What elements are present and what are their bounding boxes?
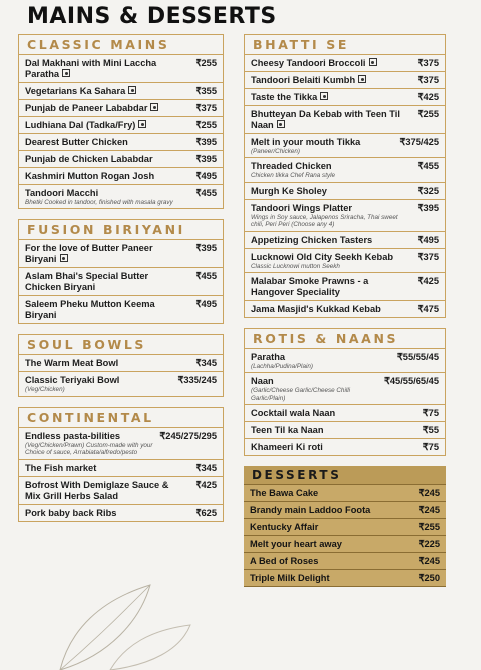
item-name xyxy=(251,186,327,197)
veg-mark-icon xyxy=(369,58,377,66)
menu-item xyxy=(245,422,445,439)
item-name xyxy=(25,103,158,114)
menu-item xyxy=(245,200,445,232)
menu-item xyxy=(245,72,445,89)
menu-item xyxy=(245,273,445,301)
item-name-text: Murgh Ke Sholey xyxy=(251,185,327,196)
menu-item xyxy=(245,89,445,106)
item-name-text: The Warm Meat Bowl xyxy=(25,358,119,369)
item-price: ₹245 xyxy=(418,505,440,516)
item-name-text: Tandoori Wings Platter xyxy=(251,202,352,213)
item-price: ₹55 xyxy=(422,425,439,436)
item-name-text: Naan xyxy=(251,376,274,387)
item-price: ₹345 xyxy=(195,462,217,473)
item-price: ₹245/275/295 xyxy=(159,430,217,441)
item-name xyxy=(25,58,175,80)
section-title: BHATTI SE xyxy=(245,35,445,55)
menu-item xyxy=(244,536,446,553)
item-name xyxy=(251,109,401,131)
menu-item xyxy=(19,151,223,168)
item-price: ₹395 xyxy=(195,243,217,254)
item-price: ₹395 xyxy=(195,137,217,147)
item-price: ₹375 xyxy=(417,251,439,262)
menu-item xyxy=(245,183,445,200)
left-column xyxy=(18,34,224,532)
veg-mark-icon xyxy=(128,86,136,94)
menu-item xyxy=(245,55,445,72)
item-name xyxy=(25,120,146,131)
item-price: ₹255 xyxy=(195,120,217,130)
item-name-text: Jama Masjid's Kukkad Kebab xyxy=(251,304,381,315)
item-price: ₹255 xyxy=(195,58,217,68)
menu-item xyxy=(245,106,445,134)
item-name xyxy=(25,508,116,519)
item-name xyxy=(250,539,342,550)
menu-item xyxy=(245,232,445,249)
item-name xyxy=(251,58,377,69)
item-price: ₹345 xyxy=(195,358,217,369)
item-description: (Veg/Chicken/Prawn) Custom-made with your Choice of sauce, Arrabiata/alfredo/pesto xyxy=(25,441,153,457)
item-name-text: For the love of Butter Paneer Biryani xyxy=(25,243,153,265)
item-name xyxy=(251,203,401,229)
item-price: ₹625 xyxy=(195,507,217,518)
menu-item xyxy=(19,55,223,83)
menu-item xyxy=(19,477,223,505)
item-name xyxy=(25,154,153,165)
item-price: ₹425 xyxy=(417,276,439,287)
item-name xyxy=(250,573,330,584)
item-price: ₹495 xyxy=(417,234,439,245)
right-column xyxy=(244,34,446,597)
menu-item xyxy=(19,268,223,296)
item-price: ₹495 xyxy=(195,299,217,310)
item-name-text: The Fish market xyxy=(25,462,97,473)
item-price: ₹335/245 xyxy=(177,375,217,386)
item-name xyxy=(251,376,380,402)
item-name-text: Tandoori Macchi xyxy=(25,188,99,198)
item-price: ₹55/55/45 xyxy=(396,352,439,363)
veg-mark-icon xyxy=(62,69,70,77)
item-price: ₹225 xyxy=(418,539,440,550)
item-name-text: Triple Milk Delight xyxy=(250,573,330,584)
item-name xyxy=(251,304,381,315)
item-price: ₹45/55/65/45 xyxy=(383,376,439,387)
menu-section-fusion-biriyani xyxy=(18,219,224,324)
item-name xyxy=(251,161,335,179)
menu-section-rotis-naans xyxy=(244,328,446,456)
item-name-text: Cheesy Tandoori Broccoli xyxy=(251,58,366,68)
section-title: ROTIS & NAANS xyxy=(245,329,445,349)
item-name-text: Bhutteyan Da Kebab with Teen Til Naan xyxy=(251,109,400,130)
item-description: Chicken tikka Chef Rana style xyxy=(251,172,335,180)
menu-item xyxy=(19,168,223,185)
veg-mark-icon xyxy=(150,103,158,111)
menu-item xyxy=(245,301,445,318)
menu-item xyxy=(244,570,446,587)
item-description: Classic Lucknowi mutton Seekh xyxy=(251,262,340,270)
item-name xyxy=(25,375,119,393)
item-price: ₹475 xyxy=(417,304,439,315)
menu-item xyxy=(244,519,446,536)
item-name xyxy=(251,137,360,155)
item-name-text: Lucknowi Old City Seekh Kebab xyxy=(251,251,394,262)
menu-item xyxy=(245,405,445,422)
veg-mark-icon xyxy=(358,75,366,83)
item-price: ₹395 xyxy=(195,154,217,164)
item-name xyxy=(25,171,154,182)
veg-mark-icon xyxy=(138,120,146,128)
item-name xyxy=(250,556,318,567)
item-description: (Lachha/Pudina/Plain) xyxy=(251,363,313,371)
menu-item xyxy=(19,83,223,100)
item-price: ₹255 xyxy=(417,109,439,119)
item-name-text: Kentucky Affair xyxy=(250,522,319,533)
section-title: CLASSIC MAINS xyxy=(19,35,223,55)
item-name xyxy=(25,480,175,502)
menu-section-soul-bowls xyxy=(18,334,224,396)
menu-item xyxy=(19,117,223,134)
menu-item xyxy=(245,349,445,373)
item-name xyxy=(25,299,175,321)
menu-section-continental xyxy=(18,407,224,522)
item-name xyxy=(25,431,155,457)
item-name xyxy=(251,425,324,436)
item-name-text: Pork baby back Ribs xyxy=(25,507,117,518)
item-price: ₹375/425 xyxy=(399,137,439,147)
menu-item xyxy=(244,502,446,519)
item-price: ₹425 xyxy=(195,479,217,490)
item-price: ₹255 xyxy=(418,522,440,533)
menu-item xyxy=(245,158,445,182)
menu-item xyxy=(19,428,223,460)
item-name-text: Kashmiri Mutton Rogan Josh xyxy=(25,171,155,181)
item-name xyxy=(251,442,323,453)
menu-item xyxy=(19,185,223,209)
page-title: MAINS & DESSERTS xyxy=(27,4,277,29)
item-price: ₹375 xyxy=(417,58,439,68)
menu-item xyxy=(244,553,446,570)
item-name-text: Teen Til ka Naan xyxy=(251,425,324,436)
item-name xyxy=(25,86,136,97)
item-name-text: A Bed of Roses xyxy=(250,556,319,567)
item-price: ₹250 xyxy=(418,573,440,584)
item-description: (Paneer/Chicken) xyxy=(251,148,300,155)
item-name xyxy=(25,358,118,369)
item-name-text: Ludhiana Dal (Tadka/Fry) xyxy=(25,120,136,130)
item-name-text: Tandoori Belaiti Kumbh xyxy=(251,75,356,85)
item-name xyxy=(251,92,328,103)
item-name-text: Bofrost With Demiglaze Sauce & Mix Grill Herbs Salad xyxy=(25,479,169,501)
section-title: SOUL BOWLS xyxy=(19,335,223,355)
menu-section-classic-mains xyxy=(18,34,224,209)
section-title: CONTINENTAL xyxy=(19,408,223,428)
item-name xyxy=(25,137,128,148)
menu-item xyxy=(19,100,223,117)
menu-item xyxy=(245,373,445,405)
item-price: ₹325 xyxy=(417,185,439,196)
menu-section-desserts xyxy=(244,466,446,587)
menu-item xyxy=(19,355,223,372)
item-description: Bhetki Cooked in tandoor, finished with masala gravy xyxy=(25,199,173,206)
item-name xyxy=(250,488,318,499)
leaf-decoration-icon xyxy=(40,560,200,670)
menu-item xyxy=(19,296,223,324)
item-name-text: Melt in your mouth Tikka xyxy=(251,137,361,147)
menu-item xyxy=(19,240,223,268)
item-name-text: Classic Teriyaki Bowl xyxy=(25,375,120,386)
item-name-text: Endless pasta-bilities xyxy=(25,430,121,441)
item-price: ₹425 xyxy=(417,92,439,102)
item-name xyxy=(251,75,366,86)
item-name xyxy=(251,352,313,370)
item-name xyxy=(251,276,401,298)
item-name xyxy=(25,271,175,293)
menu-item xyxy=(19,134,223,151)
item-name-text: The Bawa Cake xyxy=(250,488,319,499)
menu-item xyxy=(244,485,446,502)
item-description: Wings in Soy sauce, Jalapenos Sriracha, Thai sweet chili, Peri Peri (Choose any 4) xyxy=(251,213,398,229)
item-price: ₹75 xyxy=(422,442,439,453)
menu-item xyxy=(245,249,445,273)
item-name-text: Khameeri Ki roti xyxy=(251,442,323,453)
item-price: ₹455 xyxy=(195,271,217,282)
menu-item xyxy=(245,439,445,456)
veg-mark-icon xyxy=(277,120,285,128)
item-price: ₹375 xyxy=(417,75,439,85)
item-price: ₹355 xyxy=(195,86,217,96)
item-name-text: Punjab de Chicken Lababdar xyxy=(25,154,153,164)
item-name xyxy=(251,235,372,246)
item-name-text: Dearest Butter Chicken xyxy=(25,137,128,147)
item-name xyxy=(250,505,370,516)
veg-mark-icon xyxy=(60,254,68,262)
item-name xyxy=(251,252,393,270)
item-description: (Garlic/Cheese Garlic/Cheese Chilli Garlic/Plain) xyxy=(251,387,351,402)
item-name-text: Dal Makhani with Mini Laccha Paratha xyxy=(25,58,157,79)
item-name-text: Paratha xyxy=(251,352,286,363)
section-title: DESSERTS xyxy=(244,466,446,485)
item-name xyxy=(250,522,318,533)
item-name-text: Melt your heart away xyxy=(250,539,342,550)
item-name-text: Brandy main Laddoo Foota xyxy=(250,505,371,516)
item-name-text: Threaded Chicken xyxy=(251,161,332,172)
item-name-text: Taste the Tikka xyxy=(251,92,318,102)
item-name-text: Vegetarians Ka Sahara xyxy=(25,86,126,96)
item-price: ₹455 xyxy=(417,161,439,172)
menu-item xyxy=(19,460,223,477)
item-price: ₹375 xyxy=(195,103,217,113)
section-title: FUSION BIRIYANI xyxy=(19,220,223,240)
item-description: (Veg/Chicken) xyxy=(25,386,65,394)
item-name xyxy=(25,188,173,206)
menu-section-bhatti-se xyxy=(244,34,446,318)
item-name-text: Saleem Pheku Mutton Keema Biryani xyxy=(25,299,155,321)
item-price: ₹455 xyxy=(195,188,217,198)
item-price: ₹395 xyxy=(417,202,439,213)
item-name xyxy=(25,463,96,474)
item-name-text: Cocktail wala Naan xyxy=(251,408,336,419)
item-price: ₹495 xyxy=(195,171,217,181)
item-name-text: Appetizing Chicken Tasters xyxy=(251,234,373,245)
menu-item xyxy=(19,505,223,522)
menu-item xyxy=(245,134,445,158)
item-name-text: Punjab de Paneer Lababdar xyxy=(25,103,148,113)
item-name xyxy=(25,243,175,265)
item-name xyxy=(251,408,335,419)
menu-item xyxy=(19,372,223,396)
item-price: ₹75 xyxy=(422,408,439,419)
item-name-text: Malabar Smoke Prawns - a Hangover Speciality xyxy=(251,276,369,298)
item-price: ₹245 xyxy=(418,556,440,567)
item-name-text: Aslam Bhai's Special Butter Chicken Biryani xyxy=(25,271,149,293)
veg-mark-icon xyxy=(320,92,328,100)
item-price: ₹245 xyxy=(418,488,440,499)
